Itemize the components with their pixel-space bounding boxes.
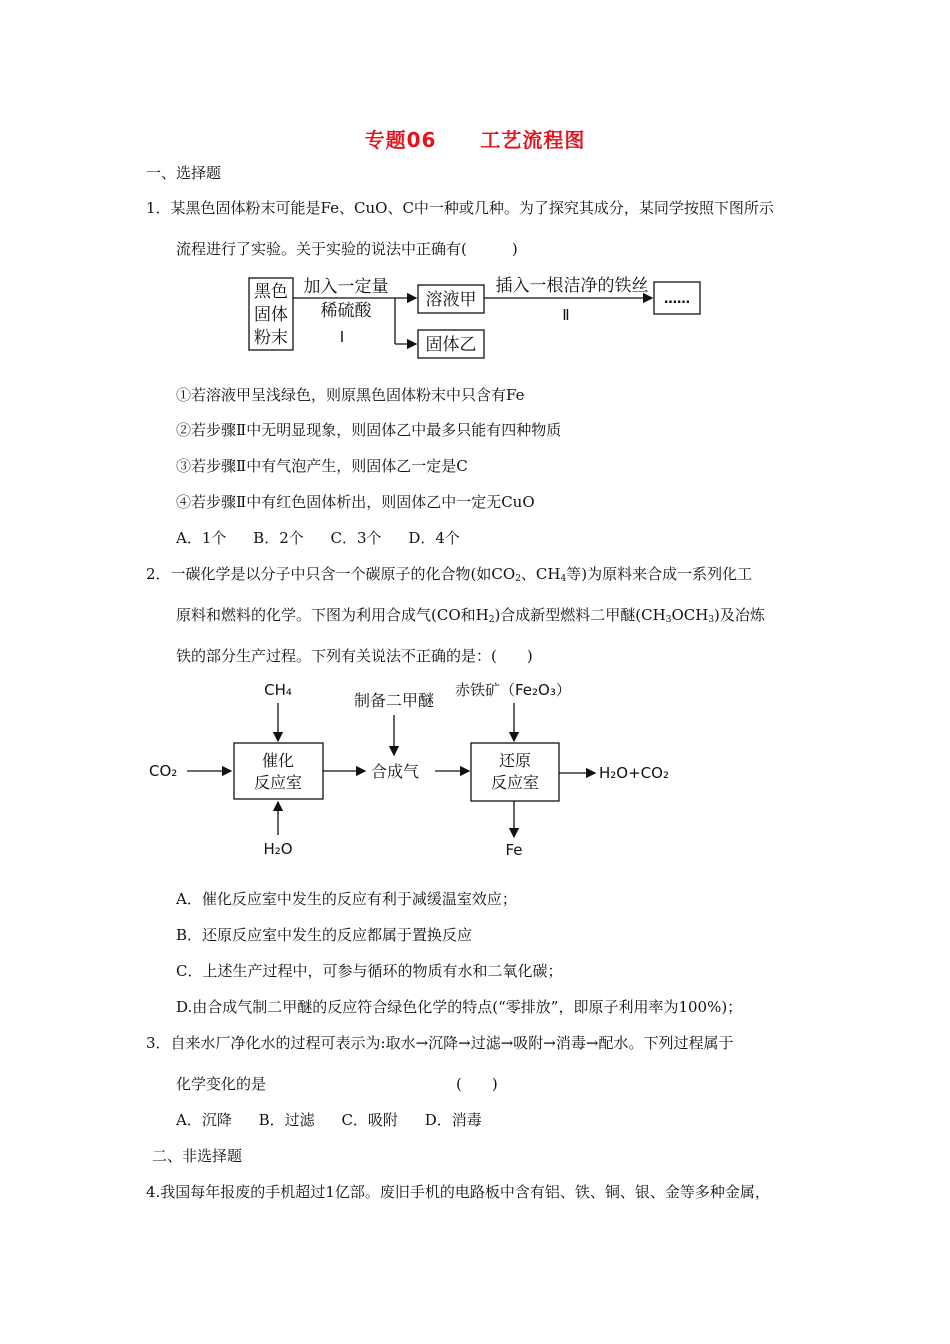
q3-option-c: C．吸附 [341, 1111, 398, 1129]
q2-option-a: A．催化反应室中发生的反应有利于减缓温室效应； [176, 890, 517, 908]
q3-option-d: D．消毒 [424, 1111, 482, 1129]
q1-step2-text: 插入一根洁净的铁丝 [495, 276, 649, 296]
q1-start-line2: 固体 [254, 305, 288, 325]
q4-line1: 4.我国每年报废的手机超过1亿部。废旧手机的电路板中含有铝、铁、铜、银、金等多种金属， [146, 1183, 770, 1201]
q2-line2-c: OCH [671, 606, 709, 624]
q2-line3: 铁的部分生产过程。下列有关说法不正确的是：( ) [176, 647, 533, 665]
q2-fe: Fe [505, 841, 523, 859]
q1-step2-roman: Ⅱ [562, 306, 570, 324]
q1-start-line1: 黑色 [254, 282, 288, 302]
q2-option-d: D.由合成气制二甲醚的反应符合绿色化学的特点(“零排放”，即原子利用率为100%)； [176, 998, 743, 1016]
q2-line2-d: )及冶炼 [714, 606, 765, 624]
q2-line1-c: 等)为原料来合成一系列化工 [566, 565, 753, 583]
title-code: 专题06 [364, 128, 437, 152]
q2-option-b: B．还原反应室中发生的反应都属于置换反应 [176, 926, 473, 944]
q2-reduction-line2: 反应室 [490, 773, 540, 792]
q1-solid-label: 固体乙 [425, 335, 477, 355]
q1-option-d: D．4个 [408, 529, 460, 547]
q1-option-c: C．3个 [330, 529, 382, 547]
q2-ore: 赤铁矿（Fe₂O₃） [455, 681, 571, 699]
q1-statement-2: ②若步骤Ⅱ中无明显现象，则固体乙中最多只能有四种物质 [176, 421, 562, 439]
q2-catalyst-line2: 反应室 [253, 773, 303, 792]
q2-h2o-in: H₂O [263, 840, 293, 858]
q2-line2-a: 原料和燃料的化学。下图为利用合成气(CO和H [176, 606, 489, 624]
q1-option-a: A．1个 [176, 529, 227, 547]
q3-option-a: A．沉降 [176, 1111, 232, 1129]
q2-line1-a: 2．一碳化学是以分子中只含一个碳原子的化合物(如CO [146, 565, 516, 583]
q2-option-c: C．上述生产过程中，可参与循环的物质有水和二氧化碳； [176, 962, 563, 980]
q3-line1: 3．自来水厂净化水的过程可表示为:取水→沉降→过滤→吸附→消毒→配水。下列过程属于 [146, 1034, 734, 1052]
q1-line2: 流程进行了实验。关于实验的说法中正确有( ) [176, 240, 518, 258]
q2-dme-prep: 制备二甲醚 [353, 691, 435, 710]
q3-option-b: B．过滤 [258, 1111, 315, 1129]
section-nonchoice-label: 二、非选择题 [152, 1147, 243, 1165]
q2-catalyst-line1: 催化 [261, 751, 295, 770]
q2-sub-2b: 2 [488, 615, 495, 625]
page-title [0, 124, 950, 153]
q1-solution-label: 溶液甲 [425, 290, 477, 310]
q2-sub-3b: 3 [708, 615, 715, 625]
q3-options [176, 1109, 504, 1131]
q2-reduction-line1: 还原 [498, 751, 532, 770]
q1-option-b: B．2个 [253, 529, 304, 547]
q3-line2: 化学变化的是 [176, 1075, 267, 1093]
q2-co2-in: CO₂ [149, 762, 178, 780]
q1-statement-4: ④若步骤Ⅱ中有红色固体析出，则固体乙中一定无CuO [176, 493, 535, 511]
q2-product: H₂O+CO₂ [599, 764, 669, 782]
q2-sub-3a: 3 [665, 615, 672, 625]
q2-flow-diagram [145, 675, 705, 865]
q2-line1 [146, 563, 752, 585]
q1-step1-bottom: 稀硫酸 [320, 301, 372, 321]
q2-sub-4: 4 [560, 574, 567, 584]
q2-line2 [176, 604, 765, 626]
q2-syngas: 合成气 [370, 762, 420, 781]
title-text: 工艺流程图 [480, 128, 586, 152]
q1-step1-roman: Ⅰ [339, 328, 345, 346]
q1-flow-diagram [240, 270, 710, 362]
q1-statement-3: ③若步骤Ⅱ中有气泡产生，则固体乙一定是C [176, 457, 468, 475]
q1-line1: 1．某黑色固体粉末可能是Fe、CuO、C中一种或几种。为了探究其成分，某同学按照下图所示 [146, 199, 774, 217]
q2-line2-b: )合成新型燃料二甲醚(CH [494, 606, 666, 624]
q1-options [176, 527, 482, 549]
q1-ellipsis: …… [664, 292, 690, 307]
q3-answer-paren: ( ) [456, 1075, 498, 1093]
q2-line1-b: 、CH [520, 565, 561, 583]
q2-sub-2: 2 [515, 574, 521, 584]
q2-ch4: CH₄ [264, 681, 292, 699]
q1-start-line3: 粉末 [254, 328, 288, 348]
section-choice-label: 一、选择题 [146, 164, 222, 182]
q1-statement-1: ①若溶液甲呈浅绿色，则原黑色固体粉末中只含有Fe [176, 386, 525, 404]
q1-step1-top: 加入一定量 [303, 277, 389, 297]
